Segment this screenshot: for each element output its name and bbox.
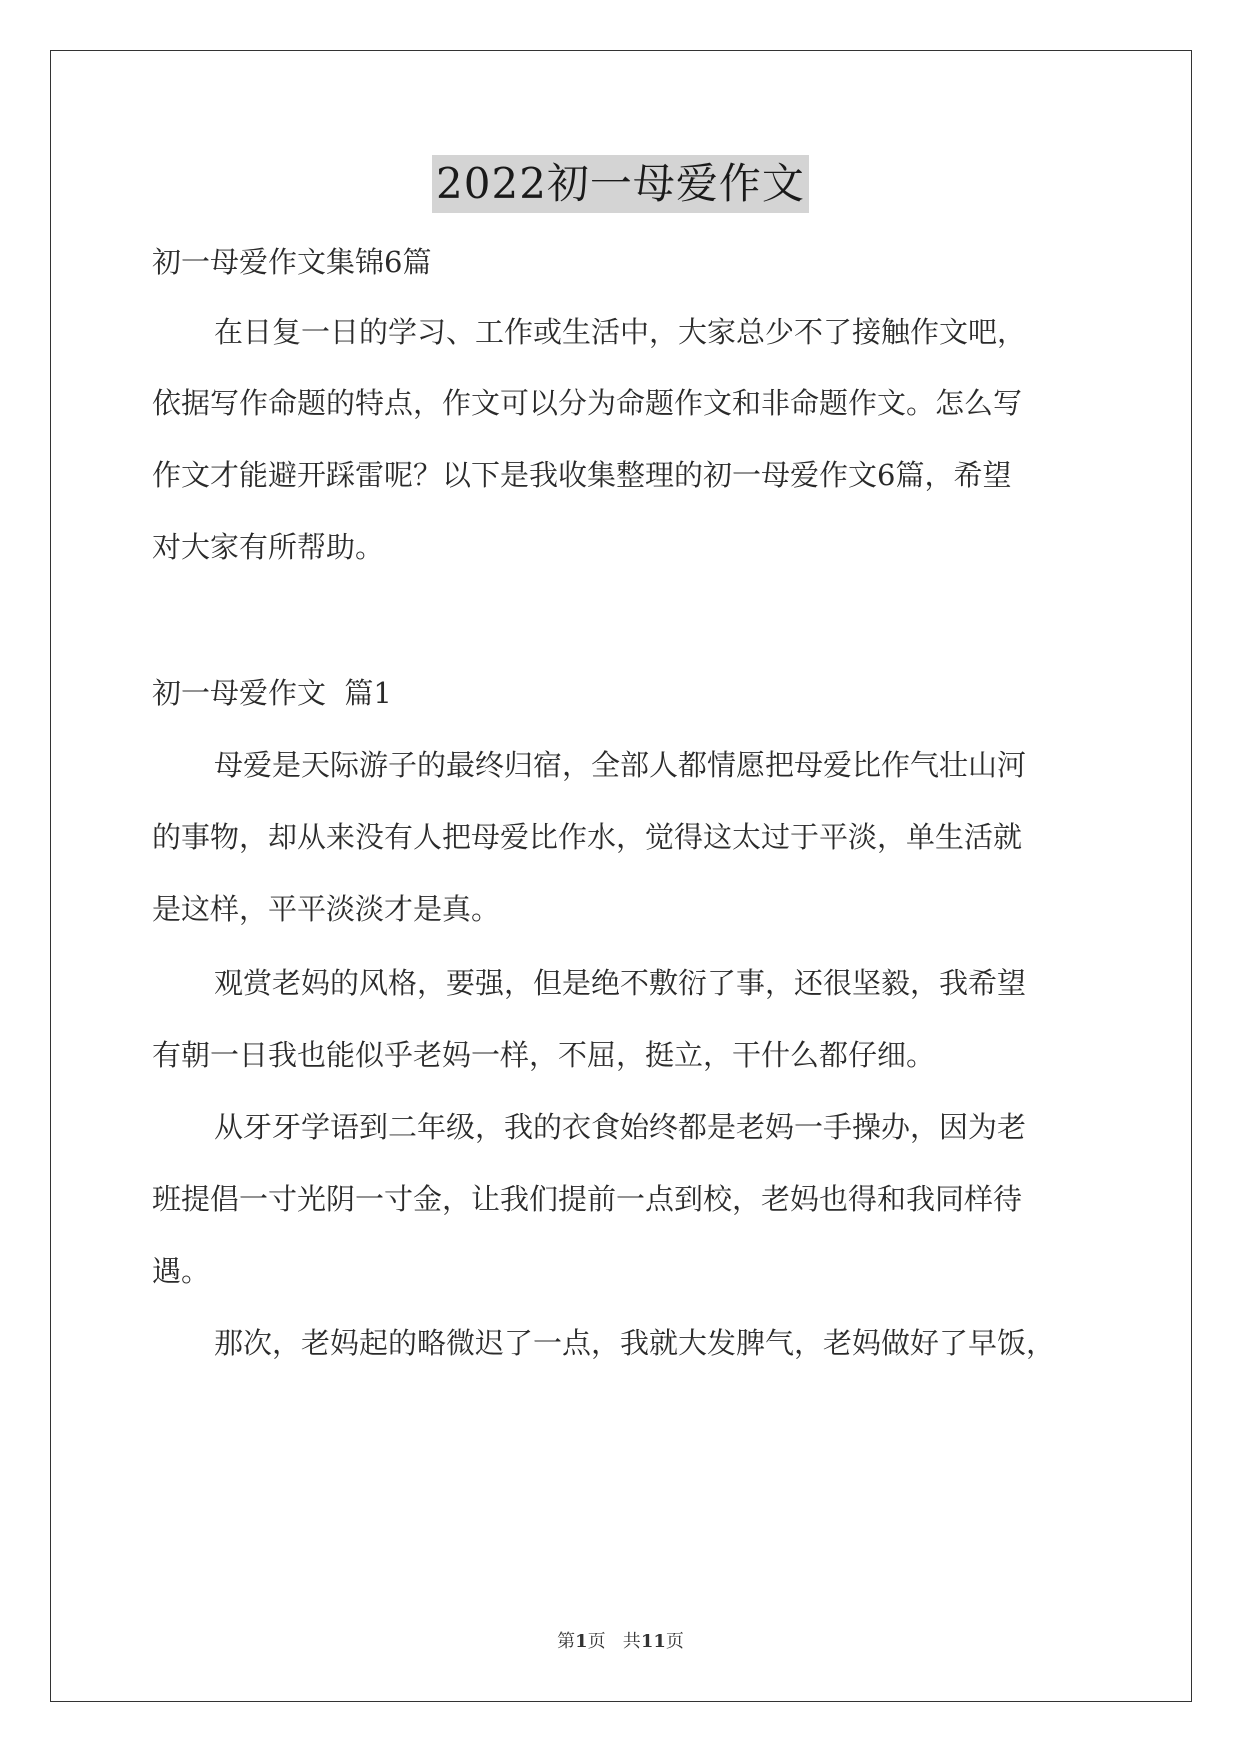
intro-line: 在日复一日的学习、工作或生活中，大家总少不了接触作文吧， [214,315,1027,349]
footer-total-pages: 11 [640,1631,666,1652]
footer-suffix: 页 [665,1631,684,1652]
footer-mid: 页 共 [587,1631,641,1652]
body-line: 是这样，平平淡淡才是真。 [152,892,501,926]
page-border [50,50,1192,1702]
title-container [0,155,1241,213]
body-line: 母爱是天际游子的最终归宿，全部人都情愿把母爱比作气壮山河 [214,748,1027,782]
footer-prefix: 第 [557,1631,576,1652]
footer-page-number: 1 [575,1631,588,1652]
document-subtitle: 初一母爱作文集锦6篇 [152,245,432,279]
body-line: 的事物，却从来没有人把母爱比作水，觉得这太过于平淡，单生活就 [152,820,1023,854]
intro-line: 依据写作命题的特点，作文可以分为命题作文和非命题作文。怎么写 [152,386,1023,420]
intro-line: 对大家有所帮助。 [152,530,385,564]
body-line: 遇。 [152,1254,211,1288]
body-line: 从牙牙学语到二年级，我的衣食始终都是老妈一手操办，因为老 [214,1110,1027,1144]
section-heading: 初一母爱作文 篇1 [152,676,392,710]
body-line: 观赏老妈的风格，要强，但是绝不敷衍了事，还很坚毅，我希望 [214,966,1027,1000]
body-line: 班提倡一寸光阴一寸金，让我们提前一点到校，老妈也得和我同样待 [152,1182,1023,1216]
intro-line: 作文才能避开踩雷呢？以下是我收集整理的初一母爱作文6篇，希望 [152,458,1012,492]
page-footer [0,1630,1241,1654]
document-title: 2022初一母爱作文 [432,155,809,213]
body-line: 那次，老妈起的略微迟了一点，我就大发脾气，老妈做好了早饭， [214,1326,1056,1360]
body-line: 有朝一日我也能似乎老妈一样，不屈，挺立，干什么都仔细。 [152,1038,936,1072]
